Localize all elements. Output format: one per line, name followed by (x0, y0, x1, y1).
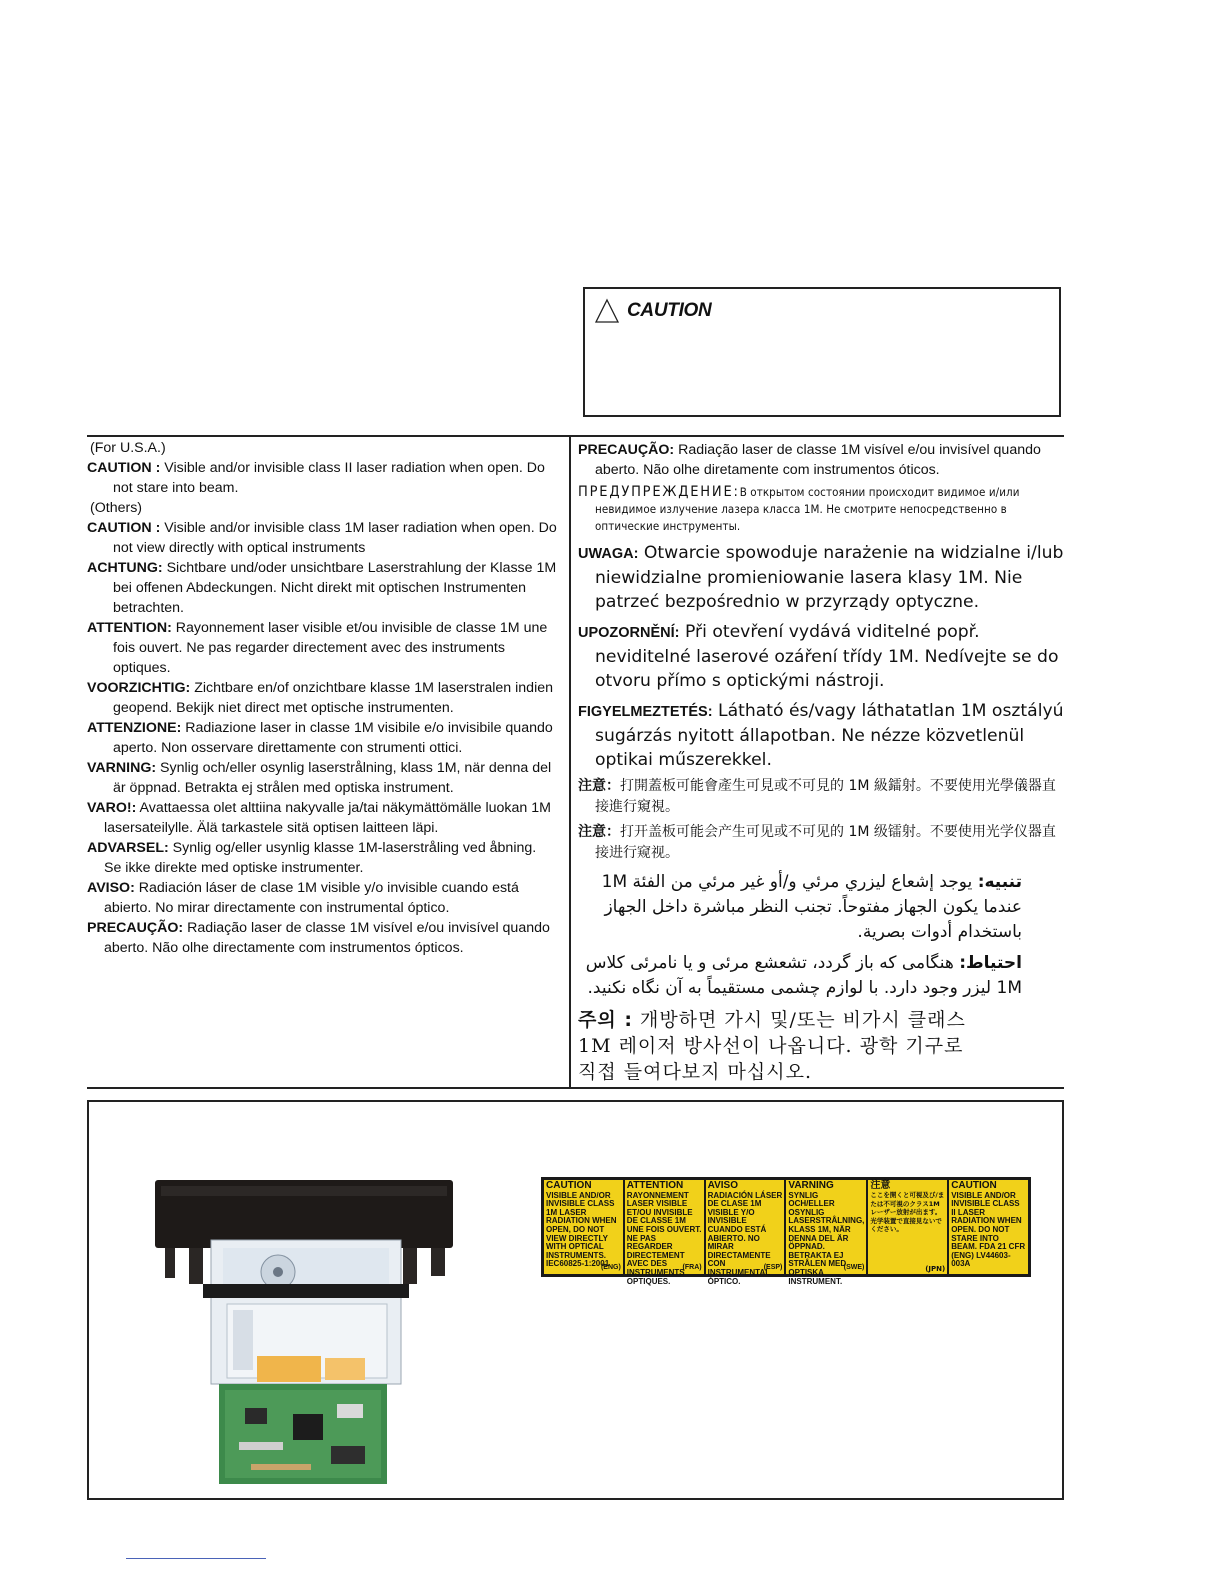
warning-entry (87, 618, 557, 678)
warning-entry (87, 518, 557, 558)
laser-unit-photo (153, 1176, 463, 1486)
label-panel-foot: (ESP) (763, 1264, 783, 1272)
label-panel-title: ATTENTION (626, 1180, 684, 1191)
laser-warning-label (541, 1177, 1031, 1286)
label-panel-body: VISIBLE AND/OR INVISIBLE CLASS 1M LASER RADIATION WHEN OPEN, DO NOT VIEW DIRECTLY WITH OPTICAL INSTRUMENTS. IEC60825-1:2001 (546, 1190, 617, 1269)
footer-line (126, 1558, 266, 1559)
label-panel-title: CAUTION (951, 1180, 997, 1191)
warning-text: Radiazione laser in classe 1M visibile e/o invisibile quando aperto. Non osservare direttamente con strumenti ottici. (113, 720, 553, 756)
label-panel-title: VARNING (788, 1180, 834, 1191)
label-panel (706, 1180, 785, 1286)
warning-heading: ACHTUNG: (87, 560, 163, 576)
warning-entry (87, 878, 557, 918)
warning-entry (578, 822, 1066, 864)
warning-text: Visible and/or invisible class 1M laser radiation when open. Do not view directly with optical instruments (113, 520, 557, 556)
left-warning-column (87, 438, 557, 958)
label-panel (949, 1180, 1028, 1274)
warning-text: Rayonnement laser visible et/ou invisible de classe 1M une fois ouvert. Ne pas regarder directement avec des instruments optiques. (113, 620, 548, 676)
warning-entry (578, 1007, 978, 1085)
warning-heading: VOORZICHTIG: (87, 680, 191, 696)
warning-entry (87, 838, 557, 878)
warning-text: (Others) (90, 500, 143, 516)
warning-heading: 주의 : (578, 1009, 633, 1031)
warning-entry (578, 951, 1066, 1001)
warning-text: Radiación láser de clase 1M visible y/o invisible cuando está abierto. No mirar directamente con instrumental óptico. (104, 880, 519, 916)
warning-heading: ATTENZIONE: (87, 720, 182, 736)
label-panel-body: VISIBLE AND/OR INVISIBLE CLASS II LASER RADIATION WHEN OPEN. DO NOT STARE INTO BEAM. FDA 21 CFR (ENG) LV44603-003A (951, 1190, 1026, 1269)
warning-heading: VARNING: (87, 760, 157, 776)
warning-text: Sichtbare und/oder unsichtbare Laserstrahlung der Klasse 1M bei offenen Abdeckungen. Nicht direkt mit optischen Instrumenten betrachten. (113, 560, 557, 616)
warning-text: 打开盖板可能会产生可见或不可见的 1M 级镭射。不要使用光学仪器直接进行窥视。 (595, 824, 1056, 861)
column-divider (569, 435, 571, 1089)
label-panel-body: RADIACIÓN LÁSER DE CLASE 1M VISIBLE Y/O INVISIBLE CUANDO ESTÁ ABIERTO. NO MIRAR DIRECTAMENTE CON INSTRUMENTAL ÓPTICO. (707, 1190, 783, 1286)
warning-text: Avattaessa olet alttiina nakyvalle ja/tai näkymättömälle luokan 1M lasersateilylle. Älä tarkastele sitä optisen laitteen läpi. (104, 800, 551, 836)
warning-entry (87, 758, 557, 798)
warning-text: Otwarcie spowoduje narażenie na widzialne i/lub niewidzialne promieniowanie lasera klasy 1M. Nie patrzeć bezpośrednio w przyrządy optyczne. (595, 543, 1064, 612)
warning-entry (578, 440, 1066, 480)
warning-heading: FIGYELMEZTETÉS: (578, 704, 713, 720)
warning-heading: AVISO: (87, 880, 135, 896)
warning-heading: CAUTION : (87, 520, 161, 536)
warning-entry (87, 678, 557, 718)
label-panel-foot: (SWE) (843, 1264, 865, 1272)
warning-entry (87, 798, 557, 838)
warning-entry (87, 558, 557, 618)
warning-entry (578, 620, 1066, 693)
figure-box (87, 1100, 1064, 1500)
warning-entry (578, 541, 1066, 614)
warning-heading: ADVARSEL: (87, 840, 169, 856)
label-panel-title: 注意 (870, 1180, 891, 1191)
warning-entry (87, 438, 557, 458)
warning-text: Zichtbare en/of onzichtbare klasse 1M laserstralen indien geopend. Bekijk niet direct met optische instrumenten. (113, 680, 554, 716)
warning-text: Visible and/or invisible class II laser radiation when open. Do not stare into beam. (113, 460, 545, 496)
warning-heading: ПРЕДУПРЕЖДЕНИЕ: (578, 484, 740, 500)
warning-text: Synlig och/eller osynlig laserstrålning, klass 1M, när denna del är öppnad. Betrakta ej strålen med optiska instrument. (113, 760, 552, 796)
label-panel-body: RAYONNEMENT LASER VISIBLE ET/OU INVISIBLE DE CLASSE 1M UNE FOIS OUVERT. NE PAS REGARDER DIRECTEMENT AVEC DES INSTRUMENTS OPTIQUES. (626, 1190, 702, 1286)
warning-text: Synlig og/eller usynlig klasse 1M-laserstråling ved åbning. Se ikke direkte med optiske instrumenter. (104, 840, 537, 876)
label-panel-body: SYNLIG OCH/ELLER OSYNLIG LASERSTRÅLNING, KLASS 1M, NÄR DENNA DEL ÄR ÖPPNAD. BETRAKTA EJ STRÅLEN MED OPTISKA INSTRUMENT. (788, 1190, 865, 1286)
label-panel-title: AVISO (707, 1180, 738, 1191)
warning-heading: ATTENTION: (87, 620, 172, 636)
warning-entry (87, 918, 557, 958)
warning-heading: احتياط: (959, 953, 1022, 973)
label-panel (868, 1180, 947, 1274)
warning-heading: CAUTION : (87, 460, 161, 476)
bottom-rule (87, 1087, 1064, 1089)
warning-heading: تنبيه: (977, 872, 1022, 892)
warning-text: (For U.S.A.) (90, 440, 166, 456)
warning-text: 打開蓋板可能會產生可見或不可見的 1M 級鐳射。不要使用光學儀器直接進行窺視。 (595, 778, 1056, 815)
label-panel-foot: (JPN) (925, 1264, 946, 1273)
warning-heading: 注意： (578, 778, 620, 794)
label-panel-body: ここを開くと可視及び/または不可視のクラス1Mレーザー放射が出ます。光学装置で直接見ないでください。 (870, 1191, 945, 1234)
top-rule (87, 435, 1064, 437)
warning-text: يوجد إشعاع ليزري مرئي و/أو غير مرئي من الفئة 1M عندما يكون الجهاز مفتوحاً. تجنب النظر مباشرة داخل الجهاز باستخدام أدوات بصرية. (601, 872, 1022, 942)
warning-heading: UWAGA: (578, 546, 639, 562)
warning-text: Radiação laser de classe 1M visível e/ou invisível quando aberto. Não olhe directamente com instrumentos ópticos. (104, 920, 550, 956)
warning-heading: UPOZORNĚNÍ: (578, 625, 680, 641)
warning-entry (578, 776, 1066, 818)
right-warning-column (578, 440, 1066, 1085)
warning-heading: PRECAUÇÃO: (87, 920, 184, 936)
warning-entry (578, 870, 1066, 945)
warning-text: Radiação laser de classe 1M visível e/ou invisível quando aberto. Não olhe diretamente com instrumentos óticos. (595, 442, 1041, 478)
warning-heading: PRECAUÇÃO: (578, 442, 675, 458)
warning-entry (87, 718, 557, 758)
warning-text: 개방하면 가시 및/또는 비가시 클래스 1M 레이저 방사선이 나옵니다. 광학 기구로 직접 들여다보지 마십시오. (578, 1009, 966, 1083)
warning-heading: 注意： (578, 824, 620, 840)
warning-text: هنگامی که باز گردد، تشعشع مرئی و یا نامرئی کلاس 1M لیزر وجود دارد. با لوازم چشمی مستقیماً به آن نگاه نکنید. (585, 953, 1022, 998)
label-panel-foot: (ENG) (600, 1264, 621, 1272)
warning-text: Při otevření vydává viditelné popř. neviditelné laserové ozáření třídy 1M. Nedívejte se do otvoru přímo s optickými nástroji. (595, 622, 1059, 691)
label-panel-foot: (FRA) (682, 1264, 702, 1272)
warning-heading: VARO!: (87, 800, 137, 816)
label-panel (544, 1180, 623, 1274)
warning-entry (87, 458, 557, 498)
caution-box (583, 287, 1061, 417)
warning-entry (578, 699, 1066, 772)
caution-title: CAUTION (627, 300, 712, 321)
warning-entry (578, 484, 1066, 535)
label-panel-title: CAUTION (546, 1180, 592, 1191)
warning-text: В открытом состоянии происходит видимое и/или невидимое излучение лазера класса 1M. Не смотрите непосредственно в оптические инструменты. (595, 485, 1020, 533)
warning-text: Látható és/vagy láthatatlan 1M osztályú sugárzás nyitott állapotban. Ne nézze közvetlenül optikai műszerekkel. (595, 701, 1064, 770)
label-panel (786, 1180, 866, 1286)
warning-entry (87, 498, 557, 518)
label-panel (625, 1180, 704, 1286)
warning-triangle-icon (595, 299, 619, 323)
